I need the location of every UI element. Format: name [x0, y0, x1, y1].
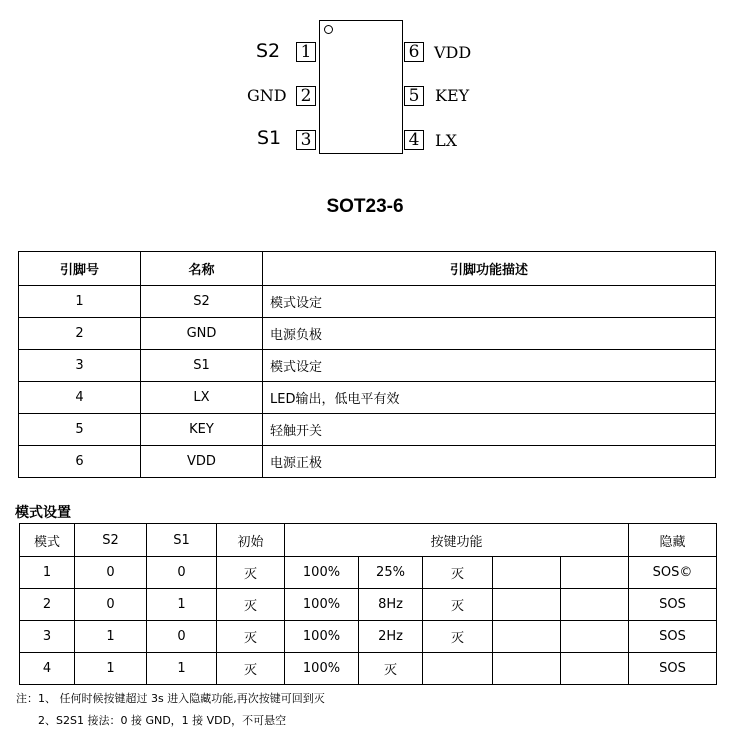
chip-body [319, 20, 403, 154]
key-step-1-cell: 100% [285, 557, 359, 589]
pin-number-cell: 3 [19, 350, 141, 382]
key-step-5-cell [561, 621, 629, 653]
s2-cell: 0 [75, 557, 147, 589]
table-row [19, 414, 716, 446]
key-step-3-cell: 灭 [423, 557, 493, 589]
pin-name-cell: KEY [141, 414, 263, 446]
table-row [20, 589, 717, 621]
pin-desc-cell: 模式设定 [263, 286, 716, 318]
key-step-1-cell: 100% [285, 653, 359, 685]
pin-name-cell: VDD [141, 446, 263, 478]
mode-cell: 3 [20, 621, 75, 653]
pin-label-vdd: VDD [434, 43, 472, 62]
table-row [20, 653, 717, 685]
table-row [19, 286, 716, 318]
pin-number-1: 1 [296, 42, 316, 62]
key-step-4-cell [493, 653, 561, 685]
header-pin-function: 引脚功能描述 [263, 252, 716, 286]
key-step-4-cell [493, 621, 561, 653]
pin-number-cell: 5 [19, 414, 141, 446]
pin-name-cell: S2 [141, 286, 263, 318]
pin-number-3: 3 [296, 130, 316, 150]
pin-number-cell: 4 [19, 382, 141, 414]
pin-desc-cell: LED输出，低电平有效 [263, 382, 716, 414]
header-initial: 初始 [217, 524, 285, 557]
pin-label-s1: S1 [257, 127, 282, 149]
header-s1: S1 [147, 524, 217, 557]
s1-cell: 0 [147, 621, 217, 653]
s2-cell: 0 [75, 589, 147, 621]
initial-cell: 灭 [217, 621, 285, 653]
key-step-2-cell: 8Hz [359, 589, 423, 621]
pin-number-4: 4 [404, 130, 424, 150]
key-step-4-cell [493, 589, 561, 621]
pin-name-cell: LX [141, 382, 263, 414]
pin-desc-cell: 电源负极 [263, 318, 716, 350]
s2-cell: 1 [75, 621, 147, 653]
s1-cell: 1 [147, 653, 217, 685]
pin-desc-cell: 轻触开关 [263, 414, 716, 446]
table-header-row [19, 252, 716, 286]
pin-number-cell: 1 [19, 286, 141, 318]
table-row [20, 621, 717, 653]
key-step-4-cell [493, 557, 561, 589]
pin-label-gnd: GND [247, 86, 287, 105]
s1-cell: 0 [147, 557, 217, 589]
pin-number-cell: 2 [19, 318, 141, 350]
key-step-5-cell [561, 589, 629, 621]
pin-name-cell: S1 [141, 350, 263, 382]
key-step-1-cell: 100% [285, 621, 359, 653]
key-step-3-cell: 灭 [423, 589, 493, 621]
pin-name-cell: GND [141, 318, 263, 350]
initial-cell: 灭 [217, 557, 285, 589]
pin-desc-cell: 模式设定 [263, 350, 716, 382]
table-row [19, 382, 716, 414]
note-1: 注：1、 任何时候按键超过 3s 进入隐藏功能,再次按键可回到灭 [16, 692, 325, 705]
mode-cell: 2 [20, 589, 75, 621]
mode-settings-table [19, 523, 717, 685]
hidden-cell: SOS [629, 653, 717, 685]
header-pin-name: 名称 [141, 252, 263, 286]
initial-cell: 灭 [217, 653, 285, 685]
pin1-marker-icon [324, 25, 333, 34]
key-step-3-cell [423, 653, 493, 685]
pin-description-table [18, 251, 716, 478]
header-mode: 模式 [20, 524, 75, 557]
hidden-cell: SOS [629, 621, 717, 653]
pin-label-lx: LX [435, 131, 458, 150]
key-step-2-cell: 灭 [359, 653, 423, 685]
table-row [19, 318, 716, 350]
package-title: SOT23-6 [326, 196, 404, 217]
s1-cell: 1 [147, 589, 217, 621]
pin-number-5: 5 [404, 86, 424, 106]
mode-cell: 4 [20, 653, 75, 685]
header-s2: S2 [75, 524, 147, 557]
key-step-3-cell: 灭 [423, 621, 493, 653]
table-row [20, 557, 717, 589]
pin-label-key: KEY [435, 86, 470, 105]
note-2: 2、S2S1 接法：0 接 GND，1 接 VDD，不可悬空 [38, 714, 287, 727]
mode-section-title: 模式设置 [15, 505, 71, 521]
mode-cell: 1 [20, 557, 75, 589]
pin-number-2: 2 [296, 86, 316, 106]
header-pin-number: 引脚号 [19, 252, 141, 286]
table-header-row [20, 524, 717, 557]
pin-number-6: 6 [404, 42, 424, 62]
key-step-2-cell: 2Hz [359, 621, 423, 653]
hidden-cell: SOS© [629, 557, 717, 589]
pin-desc-cell: 电源正极 [263, 446, 716, 478]
key-step-5-cell [561, 653, 629, 685]
pin-label-s2: S2 [256, 40, 281, 62]
header-key-function: 按键功能 [285, 524, 629, 557]
hidden-cell: SOS [629, 589, 717, 621]
s2-cell: 1 [75, 653, 147, 685]
table-row [19, 350, 716, 382]
header-hidden: 隐藏 [629, 524, 717, 557]
key-step-5-cell [561, 557, 629, 589]
table-row [19, 446, 716, 478]
pin-number-cell: 6 [19, 446, 141, 478]
key-step-1-cell: 100% [285, 589, 359, 621]
key-step-2-cell: 25% [359, 557, 423, 589]
initial-cell: 灭 [217, 589, 285, 621]
